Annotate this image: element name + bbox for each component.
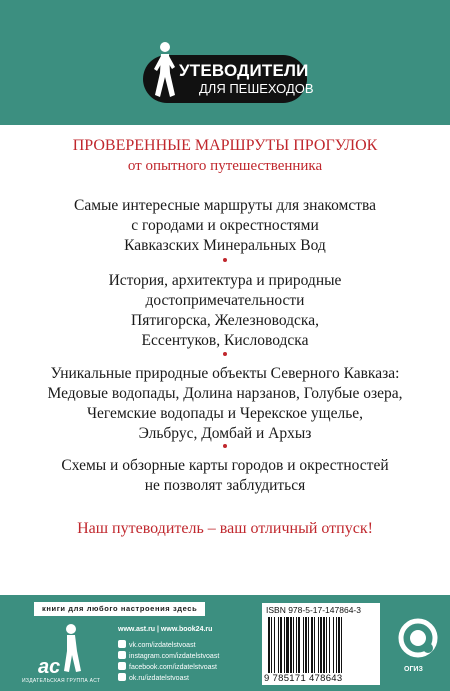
ast-logo-icon: [37, 621, 83, 681]
feature-line: Схемы и обзорные карты городов и окрестностей: [61, 457, 389, 474]
feature-block-cities: [0, 196, 450, 256]
separator-dot: [223, 352, 227, 356]
series-logo: [143, 55, 314, 103]
social-link-label: ok.ru/izdatelstvoast: [129, 675, 189, 682]
tagline-sub: от опытного путешественника: [127, 158, 323, 174]
feature-line: не позволят заблудиться: [144, 477, 306, 494]
series-logo-title: УТЕВОДИТЕЛИ: [179, 61, 309, 80]
ok-icon: [118, 673, 126, 681]
separator-dot: [223, 258, 227, 262]
feature-line: Пятигорска, Железноводска,: [131, 312, 319, 329]
barcode-digits: 9 785171 478643: [264, 673, 343, 684]
feature-line: Чегемские водопады и Черекское ущелье,: [86, 405, 364, 422]
social-link-instagram[interactable]: [118, 651, 219, 660]
feature-block-nature: [0, 364, 450, 444]
vk-icon: [118, 640, 126, 648]
feature-line: Ессентуков, Кисловодска: [141, 332, 309, 349]
ogiz-logo-icon: [398, 618, 438, 658]
series-logo-subtitle: ДЛЯ ПЕШЕХОДОВ: [199, 81, 314, 96]
feature-line: Эльбрус, Домбай и Архыз: [138, 425, 312, 442]
separator-dot: [223, 444, 227, 448]
publisher-caption: ИЗДАТЕЛЬСКАЯ ГРУППА АСТ: [22, 678, 101, 684]
tagline: [0, 136, 450, 176]
feature-line: История, архитектура и природные: [108, 272, 342, 289]
tagline-main: ПРОВЕРЕННЫЕ МАРШРУТЫ ПРОГУЛОК: [72, 137, 378, 154]
feature-line: с городами и окрестностями: [131, 217, 319, 234]
facebook-icon: [118, 662, 126, 670]
feature-line: Уникальные природные объекты Северного Кавказа:: [50, 365, 400, 382]
social-link-label: facebook.com/izdatelstvoast: [129, 664, 217, 671]
websites: www.ast.ru | www.book24.ru: [118, 626, 213, 633]
feature-block-history: [0, 271, 450, 351]
svg-text:ас: ас: [38, 656, 61, 678]
feature-block-maps: [0, 456, 450, 496]
feature-line: Медовые водопады, Долина нарзанов, Голубые озера,: [47, 385, 403, 402]
bottom-band: [0, 595, 450, 691]
slogan: Наш путеводитель – ваш отличный отпуск!: [77, 520, 373, 537]
social-link-label: vk.com/izdatelstvoast: [129, 642, 196, 649]
isbn-label: ISBN 978-5-17-147864-3: [266, 605, 361, 615]
imprint-label: ОГИЗ: [404, 666, 423, 673]
mood-label: книги для любого настроения здесь: [34, 602, 205, 616]
walking-man-icon: [151, 41, 177, 103]
feature-line: Кавказских Минеральных Вод: [124, 237, 326, 254]
top-band: [0, 0, 450, 125]
social-link-facebook[interactable]: [118, 662, 217, 671]
social-link-vk[interactable]: [118, 640, 196, 649]
barcode-bars: [268, 617, 376, 673]
barcode: [262, 603, 380, 685]
social-link-ok[interactable]: [118, 673, 189, 682]
social-link-label: instagram.com/izdatelstvoast: [129, 653, 220, 660]
feature-line: Самые интересные маршруты для знакомства: [73, 197, 376, 214]
feature-line: достопримечательности: [145, 292, 305, 309]
instagram-icon: [118, 651, 126, 659]
